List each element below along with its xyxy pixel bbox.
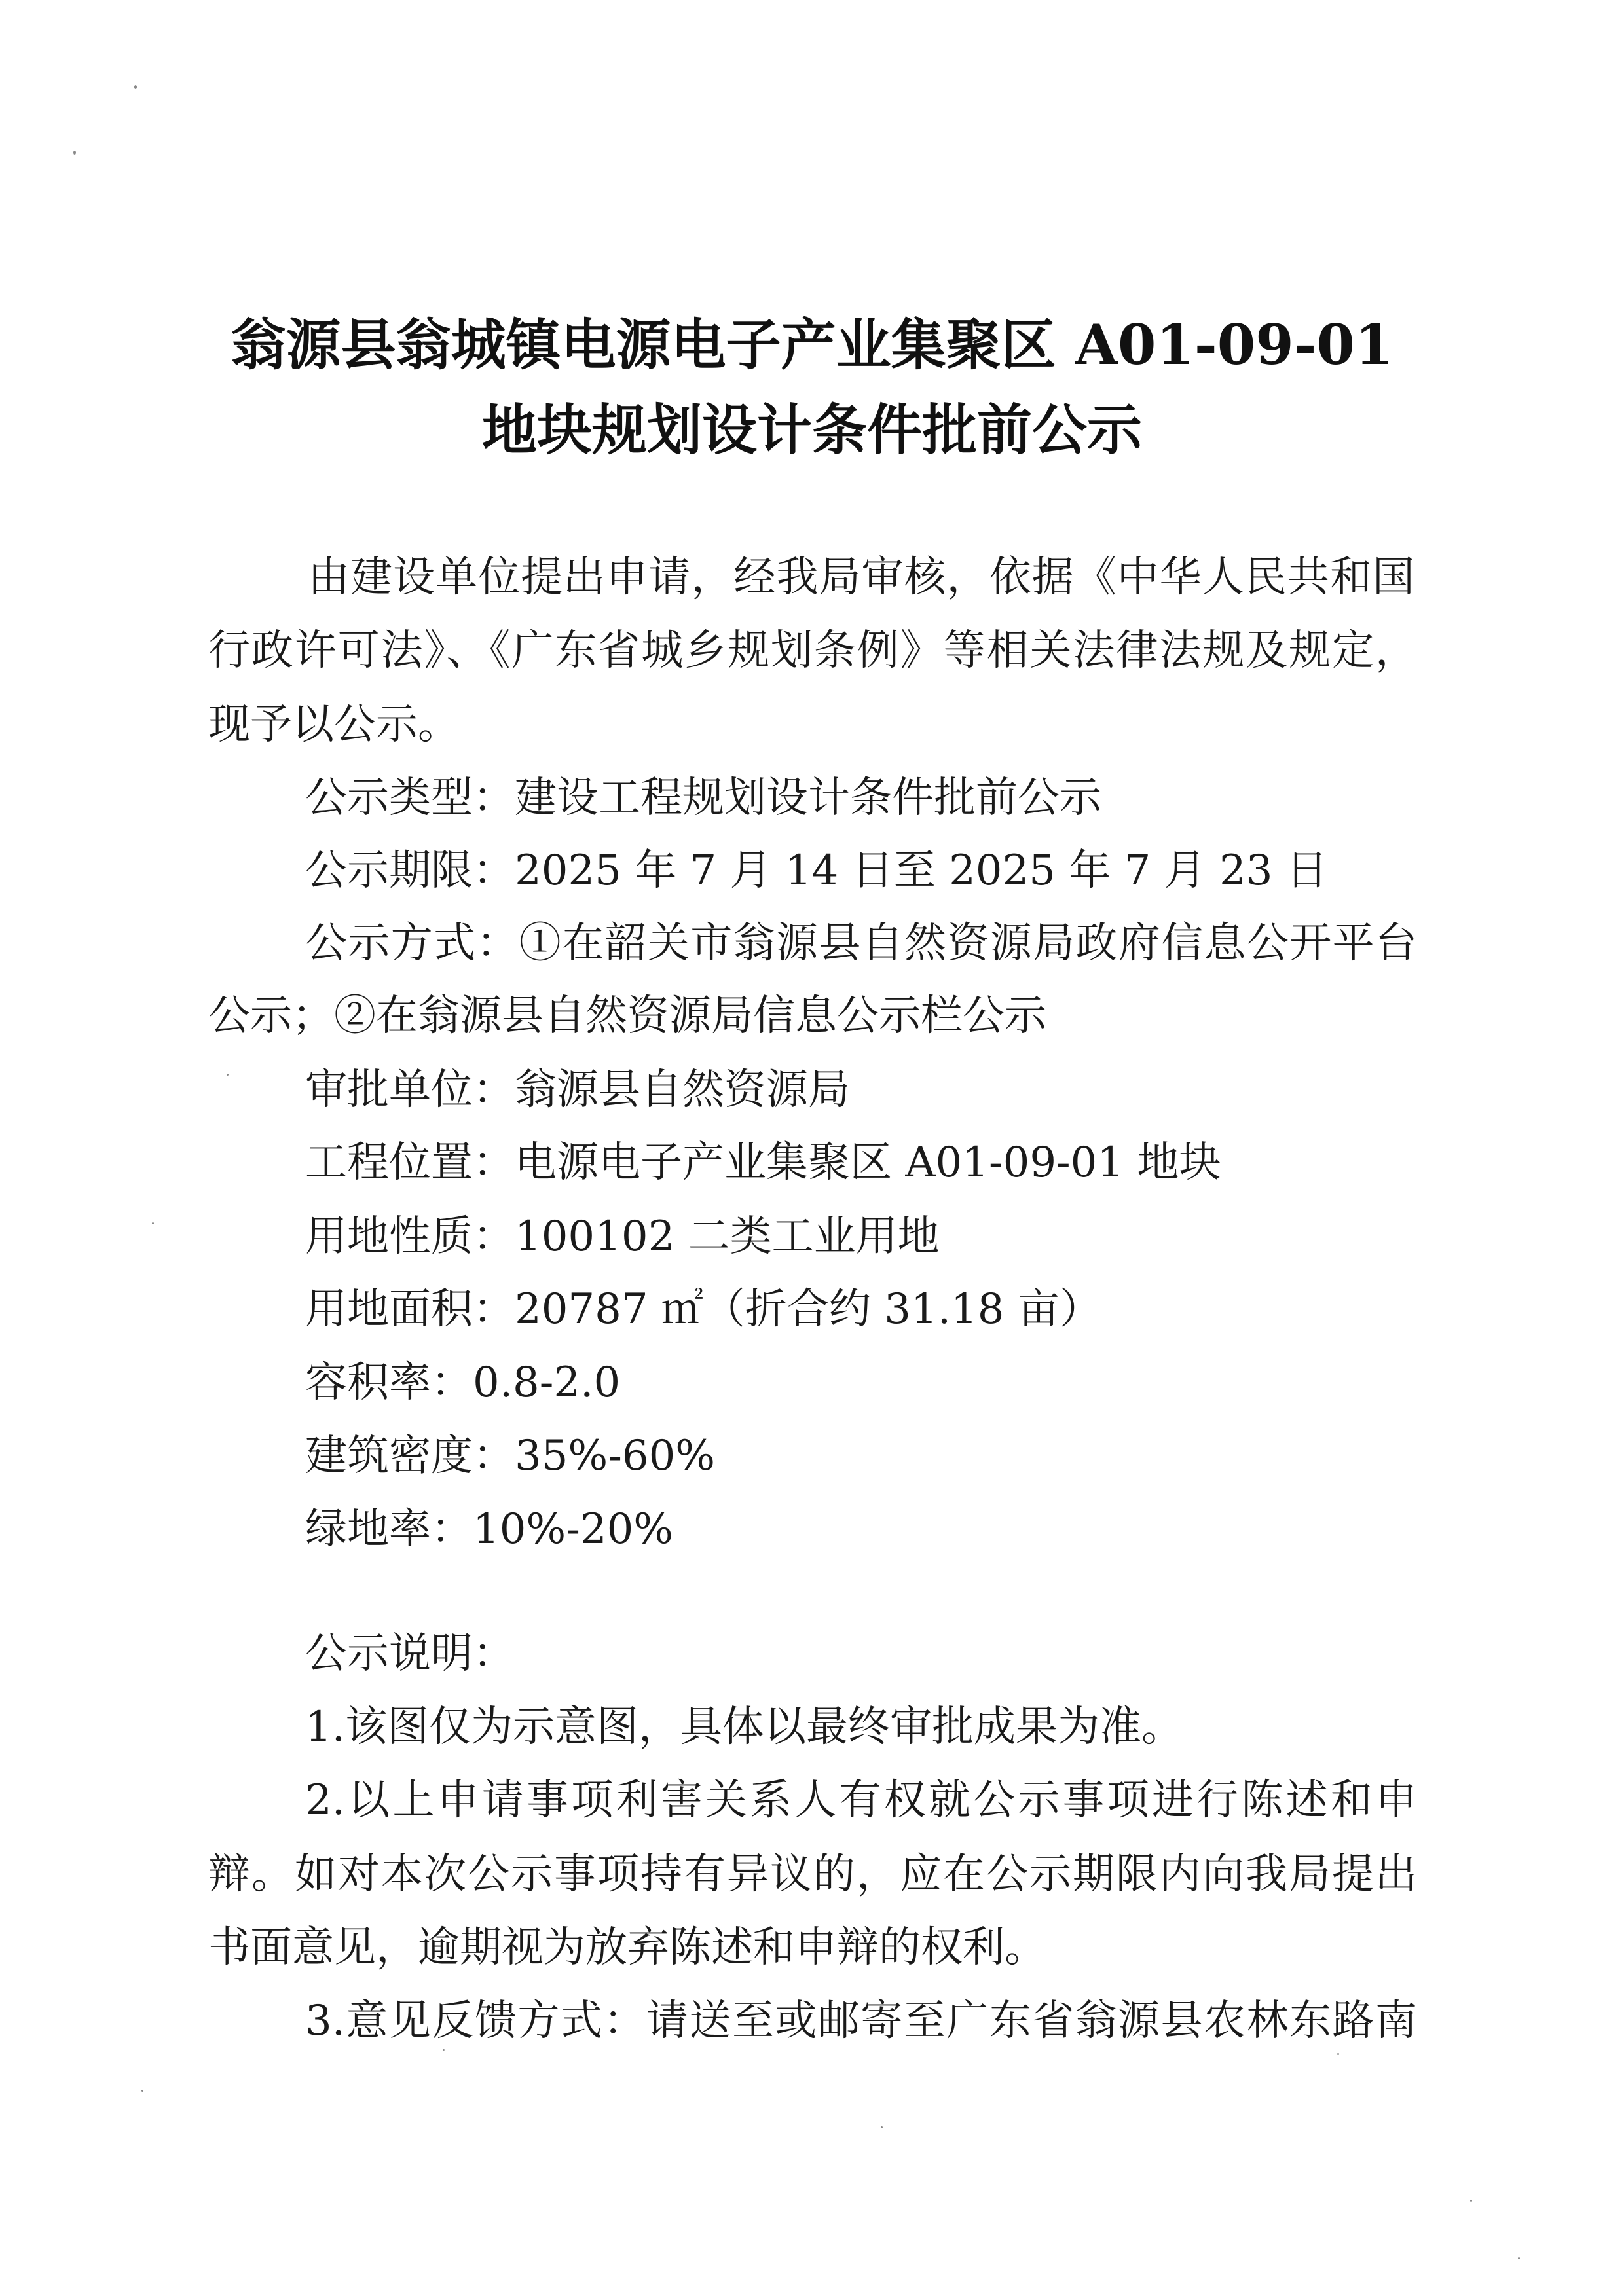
field-building-density: 建筑密度：35%-60% <box>305 1432 716 1480</box>
scan-speck <box>73 151 76 155</box>
document-title-line-1: 翁源县翁城镇电源电子产业集聚区 A01-09-01 <box>231 312 1393 377</box>
intro-paragraph-line-3: 现予以公示。 <box>208 701 460 749</box>
field-notice-method-line-1: 公示方式：①在韶关市翁源县自然资源局政府信息公开平台 <box>305 919 1417 968</box>
intro-paragraph-line-2: 行政许可法》、《广东省城乡规划条例》等相关法律法规及规定， <box>208 627 1417 675</box>
note-1: 1.该图仅为示意图，具体以最终审批成果为准。 <box>305 1703 1184 1751</box>
scan-speck <box>1470 2200 1472 2202</box>
note-2-line-3: 书面意见，逾期视为放弃陈述和申辩的权利。 <box>208 1923 1046 1972</box>
field-notice-period: 公示期限：2025 年 7 月 14 日至 2025 年 7 月 23 日 <box>305 847 1328 895</box>
scan-speck <box>134 85 137 89</box>
field-notice-type: 公示类型：建设工程规划设计条件批前公示 <box>305 774 1101 822</box>
note-3-line-1: 3.意见反馈方式：请送至或邮寄至广东省翁源县农林东路南 <box>305 1997 1417 2045</box>
scan-speck <box>227 1074 229 1076</box>
note-2-line-2: 辩。如对本次公示事项持有异议的，应在公示期限内向我局提出 <box>208 1850 1417 1899</box>
scan-speck <box>881 2126 883 2128</box>
intro-paragraph-line-1: 由建设单位提出申请，经我局审核，依据《中华人民共和国 <box>308 553 1414 602</box>
field-floor-area-ratio: 容积率：0.8-2.0 <box>305 1358 621 1407</box>
scan-speck <box>1518 2257 1520 2259</box>
note-2-line-1: 2.以上申请事项利害关系人有权就公示事项进行陈述和申 <box>305 1776 1417 1825</box>
field-notice-method-line-2: 公示；②在翁源县自然资源局信息公示栏公示 <box>208 992 1046 1040</box>
field-land-area: 用地面积：20787 ㎡（折合约 31.18 亩） <box>305 1285 1101 1334</box>
notes-heading: 公示说明： <box>305 1630 515 1678</box>
field-land-use-type: 用地性质：100102 二类工业用地 <box>305 1212 940 1261</box>
field-green-ratio: 绿地率：10%-20% <box>305 1505 674 1554</box>
field-project-location: 工程位置：电源电子产业集聚区 A01-09-01 地块 <box>305 1139 1221 1187</box>
scan-speck <box>443 2049 445 2051</box>
scan-speck <box>1337 2053 1339 2055</box>
scan-speck <box>141 2090 143 2092</box>
scan-speck <box>152 1222 154 1224</box>
field-approval-unit: 审批单位：翁源县自然资源局 <box>305 1066 850 1114</box>
document-title-line-2: 地块规划设计条件批前公示 <box>481 397 1142 462</box>
